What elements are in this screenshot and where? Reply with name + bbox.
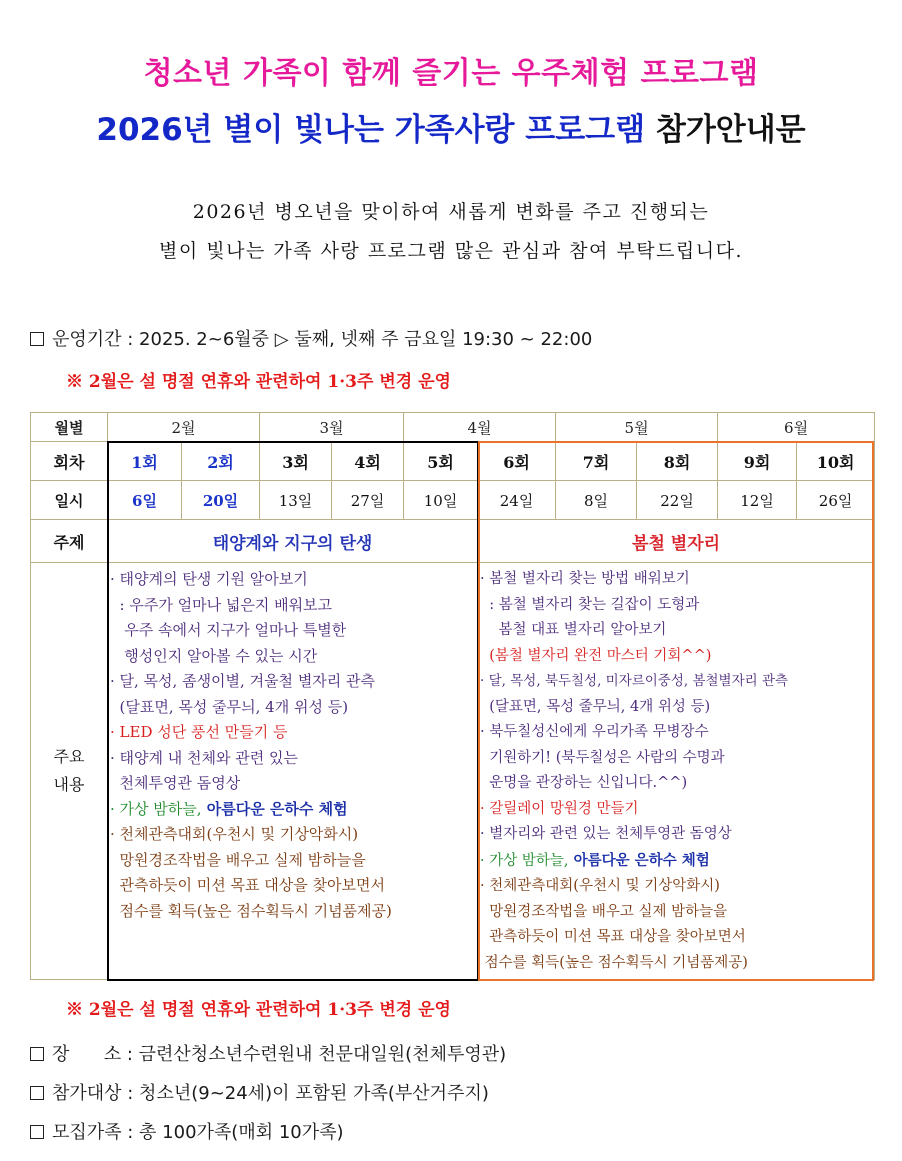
checkbox-icon <box>30 1125 44 1139</box>
date-cell: 6일 <box>108 481 182 520</box>
round-cell: 4회 <box>332 442 404 481</box>
topic-row <box>31 520 875 563</box>
recruit-text: 모집가족 : 총 100가족(매회 10가족) <box>52 1122 344 1143</box>
content-item: · 별자리와 관련 있는 천체투영관 돔영상 <box>480 826 732 842</box>
content-item: 천체투영관 돔영상 <box>110 774 241 792</box>
round-label: 회차 <box>31 442 108 481</box>
content-item: 망원경조작법을 배우고 실제 밤하늘을 <box>110 850 366 869</box>
content-item: 관측하듯이 미션 목표 대상을 찾아보면서 <box>110 876 385 894</box>
round-row <box>31 442 875 481</box>
target-info <box>30 1079 489 1105</box>
operation-period <box>30 325 592 351</box>
content-item: : 봄철 별자리 찾는 길잡이 도형과 <box>480 596 700 613</box>
content-item: 점수를 획득(높은 점수획득시 기념품제공) <box>480 954 748 971</box>
round-cell: 5회 <box>404 442 478 481</box>
month-cell: 3월 <box>260 413 404 442</box>
content-label <box>31 563 108 980</box>
date-cell: 10일 <box>404 481 478 520</box>
content-item <box>110 797 477 823</box>
content-label-1: 주요 <box>53 747 85 766</box>
round-cell: 6회 <box>478 442 556 481</box>
checkbox-icon <box>30 1047 44 1061</box>
round-cell: 2회 <box>182 442 260 481</box>
content-item: · 천체관측대회(우천시 및 기상악화시) <box>480 878 720 894</box>
content-item: : 우주가 얼마나 넓은지 배워보고 <box>110 595 333 614</box>
date-cell: 12일 <box>718 481 797 520</box>
content-item: · 태양계 내 천체와 관련 있는 <box>110 748 298 767</box>
notice-bottom: ※ 2월은 설 명절 연휴와 관련하여 1·3주 변경 운영 <box>66 1000 451 1020</box>
month-row <box>31 413 875 442</box>
round-cell: 8회 <box>637 442 718 481</box>
content-item: 행성인지 알아볼 수 있는 시간 <box>110 646 318 665</box>
content-item-part: 아름다운 은하수 체험 <box>201 799 348 818</box>
content-item-part: · 가상 밤하늘, <box>110 799 202 818</box>
month-label: 월별 <box>31 413 108 442</box>
place-info <box>30 1040 506 1066</box>
content-item: · 천체관측대회(우천시 및 기상악화시) <box>110 825 359 843</box>
title-line-1: 청소년 가족이 함께 즐기는 우주체험 프로그램 <box>143 56 759 91</box>
content-label-2: 내용 <box>53 775 85 794</box>
notice-top: ※ 2월은 설 명절 연휴와 관련하여 1·3주 변경 운영 <box>66 372 451 392</box>
topic-right: 봄철 별자리 <box>478 520 875 563</box>
content-item: · LED 성단 풍선 만들기 등 <box>110 723 288 741</box>
content-item <box>480 848 874 875</box>
place-text: 장 소 : 금련산청소년수련원내 천문대일원(천체투영관) <box>52 1044 507 1065</box>
content-right <box>478 563 875 980</box>
date-cell: 8일 <box>556 481 637 520</box>
content-left <box>108 563 478 980</box>
content-item: · 달, 목성, 좀생이별, 겨울철 별자리 관측 <box>110 672 376 690</box>
title-line-2-main: 2026년 별이 빛나는 가족사랑 프로그램 <box>96 112 646 148</box>
intro-line-2: 별이 빛나는 가족 사랑 프로그램 많은 관심과 참여 부탁드립니다. <box>158 240 744 262</box>
target-text: 참가대상 : 청소년(9~24세)이 포함된 가족(부산거주지) <box>52 1083 489 1104</box>
date-cell: 20일 <box>182 481 260 520</box>
date-cell: 13일 <box>260 481 332 520</box>
content-item: 점수를 획득(높은 점수획득시 기념품제공) <box>110 901 392 920</box>
topic-label: 주제 <box>31 520 108 563</box>
checkbox-icon <box>30 1086 44 1100</box>
date-cell: 22일 <box>637 481 718 520</box>
content-item: 운명을 관장하는 신입니다.^^) <box>480 775 688 791</box>
topic-left: 태양계와 지구의 탄생 <box>108 520 478 563</box>
content-item: (달표면, 목성 줄무늬, 4개 위성 등) <box>480 698 711 715</box>
operation-period-text: 운영기간 : 2025. 2~6월중 ▷ 둘째, 넷째 주 금요일 19:30 ~ 22:00 <box>52 329 593 350</box>
content-item-part: · 가상 밤하늘, <box>480 852 569 869</box>
date-cell: 24일 <box>478 481 556 520</box>
date-label: 일시 <box>31 481 108 520</box>
content-item: 관측하듯이 미션 목표 대상을 찾아보면서 <box>480 929 746 945</box>
schedule-table <box>30 412 875 980</box>
date-cell: 26일 <box>797 481 875 520</box>
title-line-2-suffix: 참가안내문 <box>655 112 806 148</box>
round-cell: 3회 <box>260 442 332 481</box>
content-item: 봄철 대표 별자리 알아보기 <box>480 622 667 638</box>
checkbox-icon <box>30 332 44 346</box>
content-item: (달표면, 목성 줄무늬, 4개 위성 등) <box>110 697 349 716</box>
month-cell: 2월 <box>108 413 260 442</box>
content-item: · 태양계의 탄생 기원 알아보기 <box>110 570 308 588</box>
content-item: · 봄철 별자리 찾는 방법 배워보기 <box>480 571 690 587</box>
intro-line-1: 2026년 병오년을 맞이하여 새롭게 변화를 주고 진행되는 <box>192 201 710 223</box>
recruit-info <box>30 1118 344 1144</box>
content-item: 우주 속에서 지구가 얼마나 특별한 <box>110 621 347 639</box>
month-cell: 5월 <box>556 413 718 442</box>
content-item: (봄철 별자리 완전 마스터 기회^^) <box>480 647 712 664</box>
content-item: · 갈릴레이 망원경 만들기 <box>480 800 639 817</box>
title-line-2 <box>0 104 902 149</box>
round-cell: 1회 <box>108 442 182 481</box>
date-cell: 27일 <box>332 481 404 520</box>
date-row <box>31 481 875 520</box>
content-item: · 북두칠성신에게 우리가족 무병장수 <box>480 724 709 740</box>
round-cell: 9회 <box>718 442 797 481</box>
round-cell: 7회 <box>556 442 637 481</box>
content-item: 기원하기! (북두칠성은 사람의 수명과 <box>480 749 725 766</box>
content-item: 망원경조작법을 배우고 실제 밤하늘을 <box>480 903 728 920</box>
round-cell: 10회 <box>797 442 875 481</box>
month-cell: 4월 <box>404 413 556 442</box>
content-row <box>31 563 875 980</box>
content-item: · 달, 목성, 북두칠성, 미자르이중성, 봄철별자리 관측 <box>480 673 789 689</box>
content-item-part: 아름다운 은하수 체험 <box>568 851 710 869</box>
month-cell: 6월 <box>718 413 875 442</box>
